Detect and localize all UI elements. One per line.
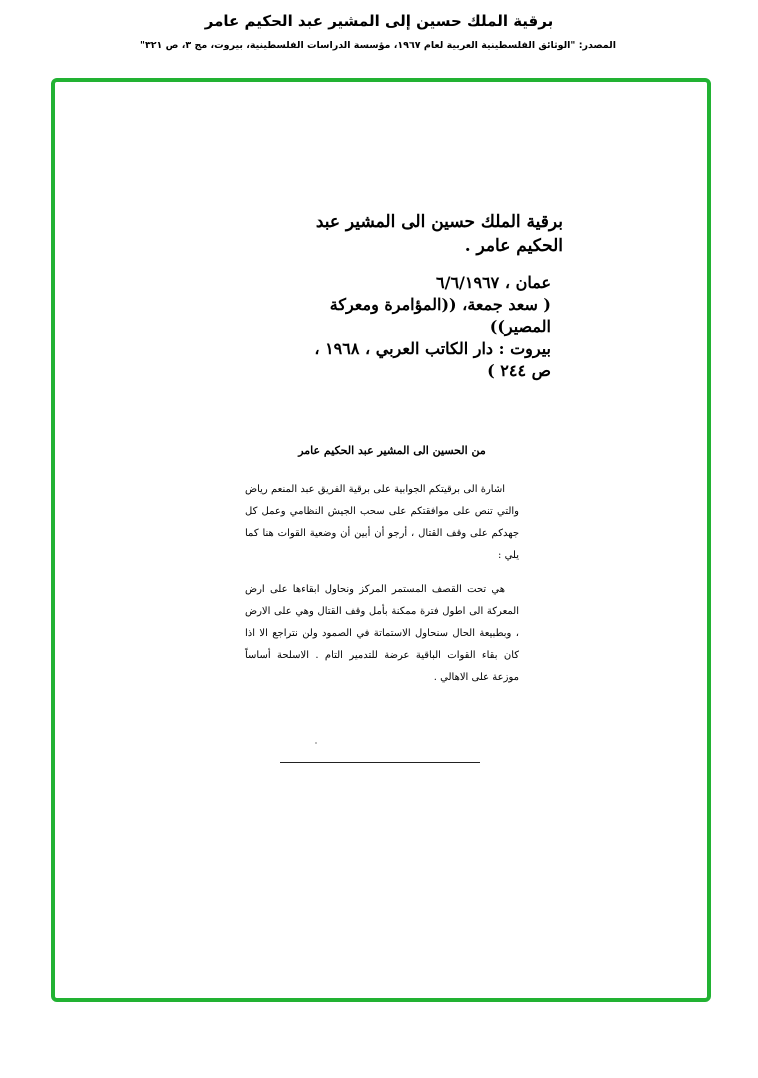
citation-line-publisher: بيروت : دار الكاتب العربي ، ١٩٦٨ ، <box>314 339 551 358</box>
page-title: برقية الملك حسين إلى المشير عبد الحكيم عامر <box>204 12 554 30</box>
letter-paragraph-1: اشارة الى برقيتكم الجوابية على برقية الفريق عبد المنعم رياض والتي تنص على موافقتكم على سحب الجيش النظامي وعمل كل جهدكم على وقف القتال ، أرجو أن أبين أن وضعية القوات هنا كما يلي : <box>245 484 519 561</box>
scanned-page <box>55 82 707 998</box>
citation-line-author-book: ( سعد جمعة، ((المؤامرة ومعركة المصير)) <box>329 295 551 336</box>
source-citation: المصدر: "الوثائق الفلسطينية العربية لعام ١٩٦٧، مؤسسة الدراسات الفلسطينية، بيروت، مج ٣، ص ٣٢١" <box>139 40 617 51</box>
citation-details <box>273 272 563 382</box>
footnote-rule <box>280 762 480 763</box>
citation-title: برقية الملك حسين الى المشير عبد الحكيم عامر . <box>315 212 563 256</box>
document-citation-block <box>273 210 563 382</box>
citation-line-page: ص ٢٤٤ ) <box>487 361 551 380</box>
letter-body <box>245 444 519 701</box>
document-frame <box>51 78 711 1002</box>
scan-speck <box>315 742 317 744</box>
letter-paragraph-2: هي تحت القصف المستمر المركز ونحاول ابقاءها على ارض المعركة الى اطول فترة ممكنة بأمل وقف القتال وهي على الارض ، وبطبيعة الحال سنحاول الاستماتة في الصمود ولن نتراجع الا اذا كان بقاء القوات الباقية عرضة للتدمير التام . الاسلحة أساساً موزعة على الاهالي . <box>245 584 519 683</box>
letter-heading: من الحسين الى المشير عبد الحكيم عامر <box>298 444 486 457</box>
citation-line-place-date: عمان ، ٦/٦/١٩٦٧ <box>436 273 551 292</box>
